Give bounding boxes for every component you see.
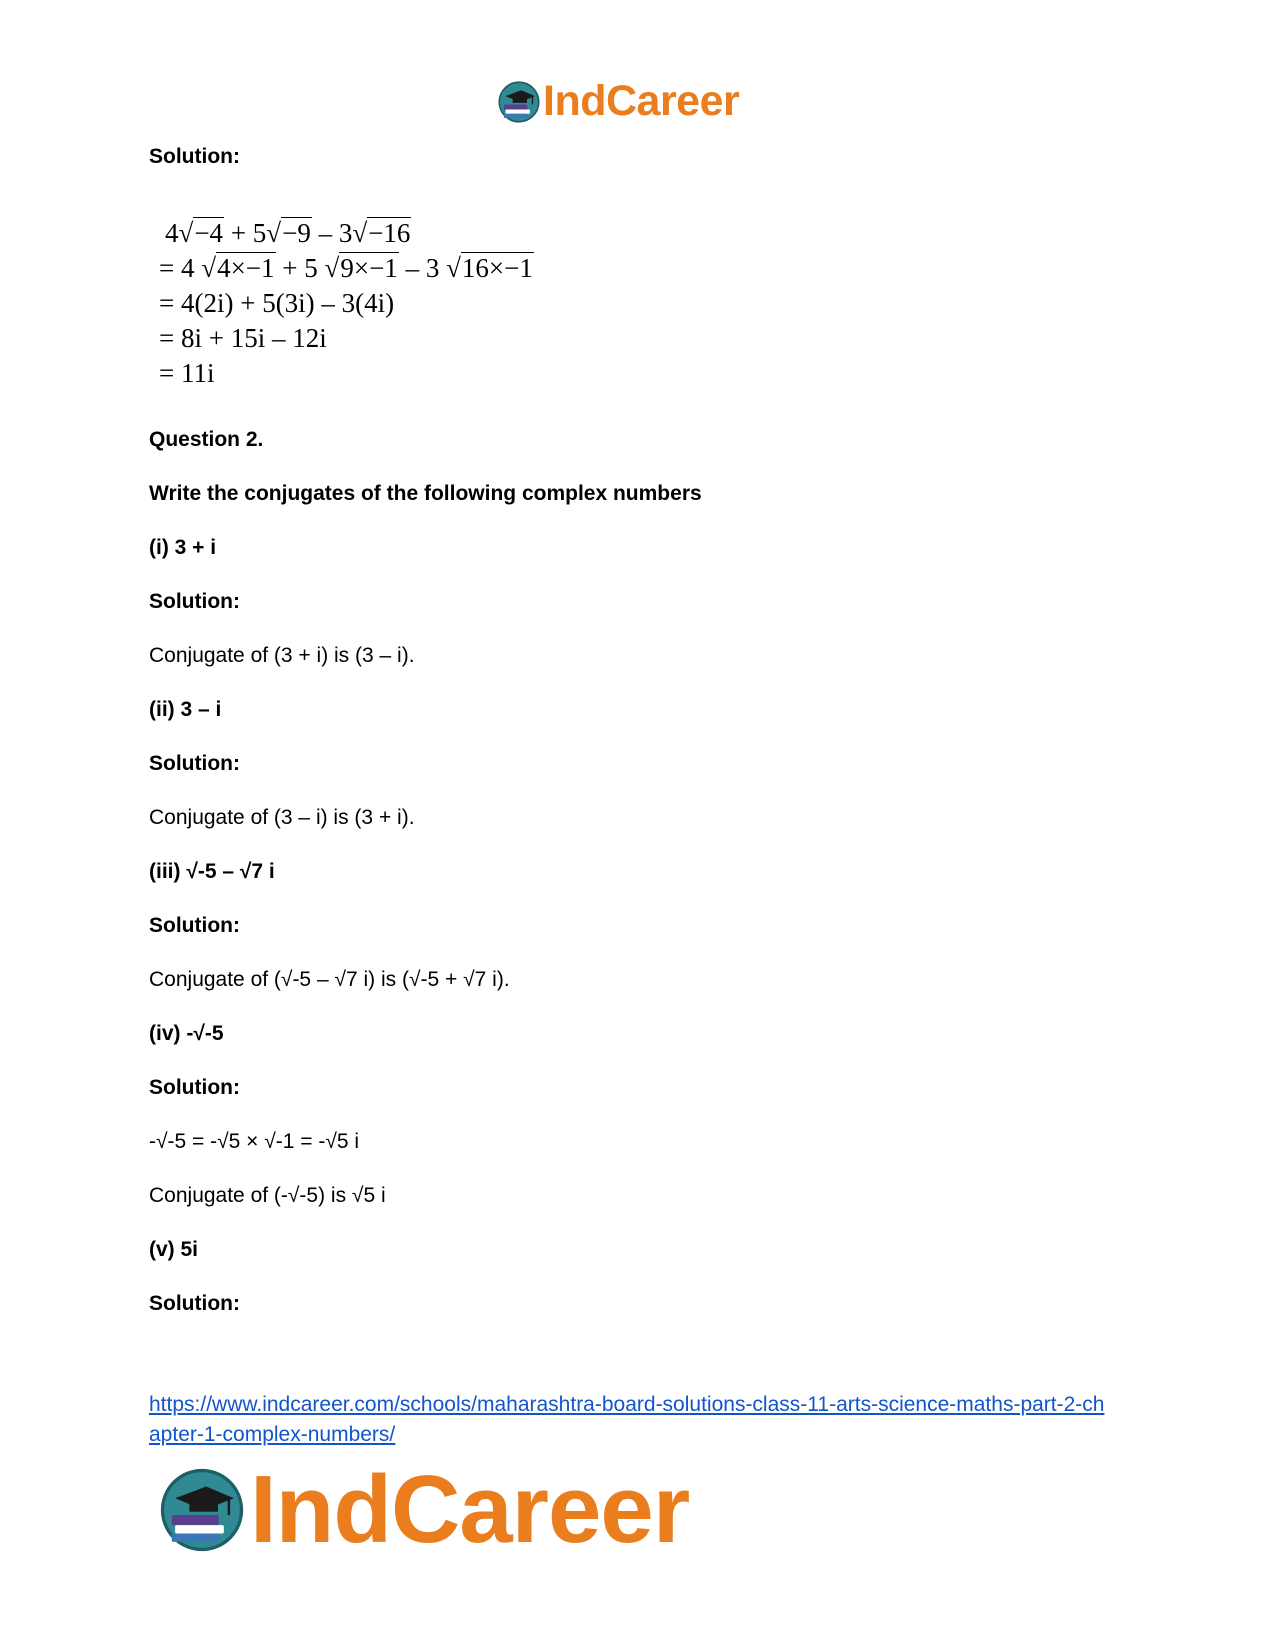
radicand: −9 (282, 218, 311, 248)
math-term: + 5 (275, 253, 325, 283)
solution-answer: Conjugate of (√-5 – √7 i) is (√-5 + √7 i). (149, 968, 510, 991)
math-term: 4 (165, 218, 179, 248)
solution-heading: Solution: (149, 145, 240, 168)
part-label: (ii) 3 – i (149, 698, 222, 721)
solution-heading: Solution: (149, 590, 240, 613)
solution-heading: Solution: (149, 1292, 240, 1315)
radicand: −16 (368, 218, 411, 248)
indcareer-logo-top (498, 77, 740, 125)
solution-heading: Solution: (149, 914, 240, 937)
solution-heading: Solution: (149, 752, 240, 775)
math-term: – 3 (398, 253, 447, 283)
logo-wordmark: IndCareer (250, 1456, 690, 1563)
solution-heading: Solution: (149, 1076, 240, 1099)
math-line-1: 4√−4 + 5√−9 – 3√−16 (165, 218, 411, 248)
radicand: 4×−1 (217, 253, 275, 283)
math-term: + 5 (224, 218, 267, 248)
radicand: −4 (194, 218, 224, 248)
part-label: (v) 5i (149, 1238, 199, 1261)
indcareer-logo-bottom (160, 1456, 690, 1563)
math-term: = 4 (159, 253, 202, 283)
part-label: (iii) √-5 – √7 i (149, 860, 275, 883)
part-label: (iv) -√-5 (149, 1022, 224, 1045)
solution-answer: Conjugate of (3 – i) is (3 + i). (149, 806, 415, 829)
question-title: Question 2. (149, 428, 264, 451)
math-working (159, 216, 534, 391)
math-line-3: = 4(2i) + 5(3i) – 3(4i) (159, 288, 395, 318)
question-prompt: Write the conjugates of the following complex numbers (149, 482, 702, 505)
radicand: 9×−1 (340, 253, 398, 283)
solution-answer: Conjugate of (3 + i) is (3 – i). (149, 644, 415, 667)
part-label: (i) 3 + i (149, 536, 217, 559)
graduation-book-icon (498, 81, 540, 123)
logo-wordmark: IndCareer (543, 77, 740, 125)
math-line-4: = 8i + 15i – 12i (159, 323, 327, 353)
solution-answer: -√-5 = -√5 × √-1 = -√5 i (149, 1130, 360, 1153)
math-line-5: = 11i (159, 358, 215, 388)
radicand: 16×−1 (461, 253, 533, 283)
math-term: – 3 (311, 218, 353, 248)
solution-answer: Conjugate of (-√-5) is √5 i (149, 1184, 386, 1207)
math-line-2: = 4 √4×−1 + 5 √9×−1 – 3 √16×−1 (159, 253, 533, 283)
source-url-link[interactable]: https://www.indcareer.com/schools/maharashtra-board-solutions-class-11-arts-science-maths-part-2-chapter-1-complex-numbers/ (149, 1393, 1105, 1446)
graduation-book-icon (160, 1468, 244, 1552)
